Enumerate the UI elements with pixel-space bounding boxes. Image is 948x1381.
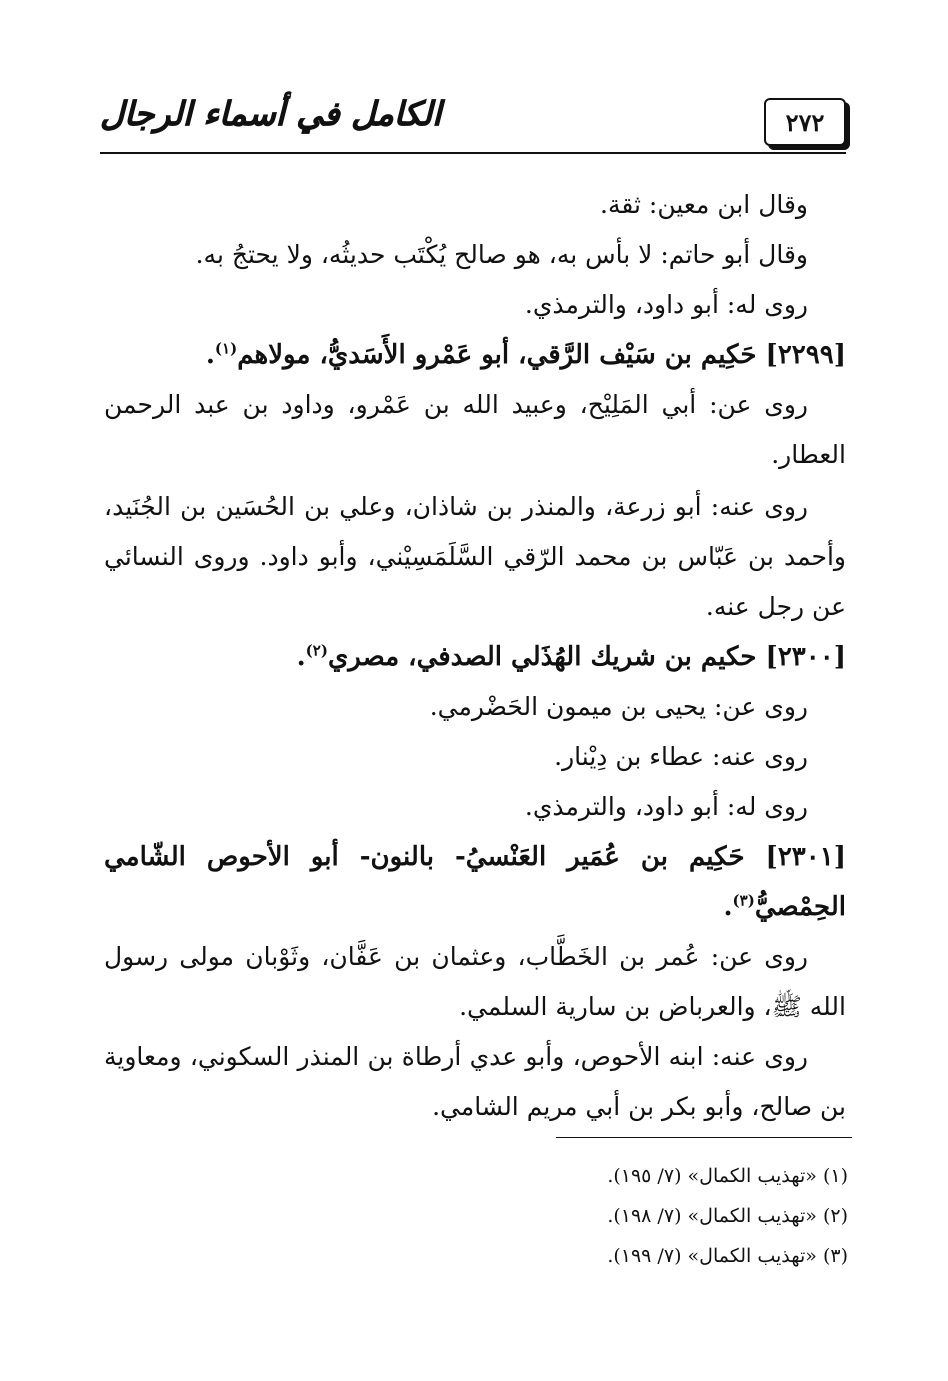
entry-heading-end: . xyxy=(296,642,306,672)
paragraph: روى عن: يحيى بن ميمون الحَضْرمي. xyxy=(429,692,808,721)
footnote-ref: (٣) xyxy=(732,891,755,910)
entry-heading-2299 xyxy=(104,330,846,380)
footnote-ref: (٢) xyxy=(305,641,328,660)
entry-heading-text: [٢٣٠١] حَكِيم بن عُمَير العَنْسيُ- بالنون- أبو الأحوص الشّامي الحِمْصيُّ xyxy=(104,842,846,922)
footnote: (٣) «تهذيب الكمال» (٧/ ١٩٩). xyxy=(607,1245,848,1267)
paragraph: روى عنه: أبو زرعة، والمنذر بن شاذان، وعلي بن الحُسَين بن الجُنَيد، وأحمد بن عَبّاس بن محمد الرّقي السَّلَمَسِيْني، وأبو داود. وروى النسائي عن رجل عنه. xyxy=(104,492,846,621)
paragraph: وقال ابن معين: ثقة. xyxy=(600,190,808,219)
entry-heading-2301 xyxy=(104,832,846,932)
paragraph: روى عنه: عطاء بن دِيْنار. xyxy=(554,742,808,771)
paragraph: روى عنه: ابنه الأحوص، وأبو عدي أرطاة بن المنذر السكوني، ومعاوية بن صالح، وأبو بكر بن أبي مريم الشامي. xyxy=(104,1042,846,1121)
page-number: ٢٧٢ xyxy=(764,98,846,146)
footnote: (١) «تهذيب الكمال» (٧/ ١٩٥). xyxy=(607,1165,848,1187)
page-header xyxy=(100,92,846,154)
entry-heading-text: [٢٢٩٩] حَكِيم بن سَيْف الرَّقي، أبو عَمْرو الأَسَديُّ، مولاهم xyxy=(237,340,846,370)
footnote-ref: (١) xyxy=(214,339,238,358)
paragraph: روى عن: أبي المَلِيْح، وعبيد الله بن عَمْرو، وداود بن عبد الرحمن العطار. xyxy=(104,390,846,469)
main-text xyxy=(104,180,846,1132)
footnote: (٢) «تهذيب الكمال» (٧/ ١٩٨). xyxy=(607,1205,848,1227)
paragraph: روى له: أبو داود، والترمذي. xyxy=(524,290,808,319)
footnote-separator xyxy=(556,1137,852,1138)
paragraph: روى عن: عُمر بن الخَطَّاب، وعثمان بن عَفَّان، وثَوْبان مولى رسول الله ﷺ، والعرباض بن سارية السلمي. xyxy=(104,942,846,1021)
paragraph: وقال أبو حاتم: لا بأس به، هو صالح يُكْتَب حديثُه، ولا يحتجُ به. xyxy=(195,240,808,269)
paragraph: روى له: أبو داود، والترمذي. xyxy=(524,792,808,821)
entry-heading-end: . xyxy=(723,892,733,922)
book-title: الكامل في أسماء الرجال xyxy=(100,94,442,133)
entry-heading-2300 xyxy=(104,632,846,682)
entry-heading-text: [٢٣٠٠] حكيم بن شريك الهُذَلي الصدفي، مصري xyxy=(327,642,846,672)
entry-heading-end: . xyxy=(205,340,215,370)
footnotes xyxy=(104,1156,848,1276)
header-rule xyxy=(100,152,846,154)
